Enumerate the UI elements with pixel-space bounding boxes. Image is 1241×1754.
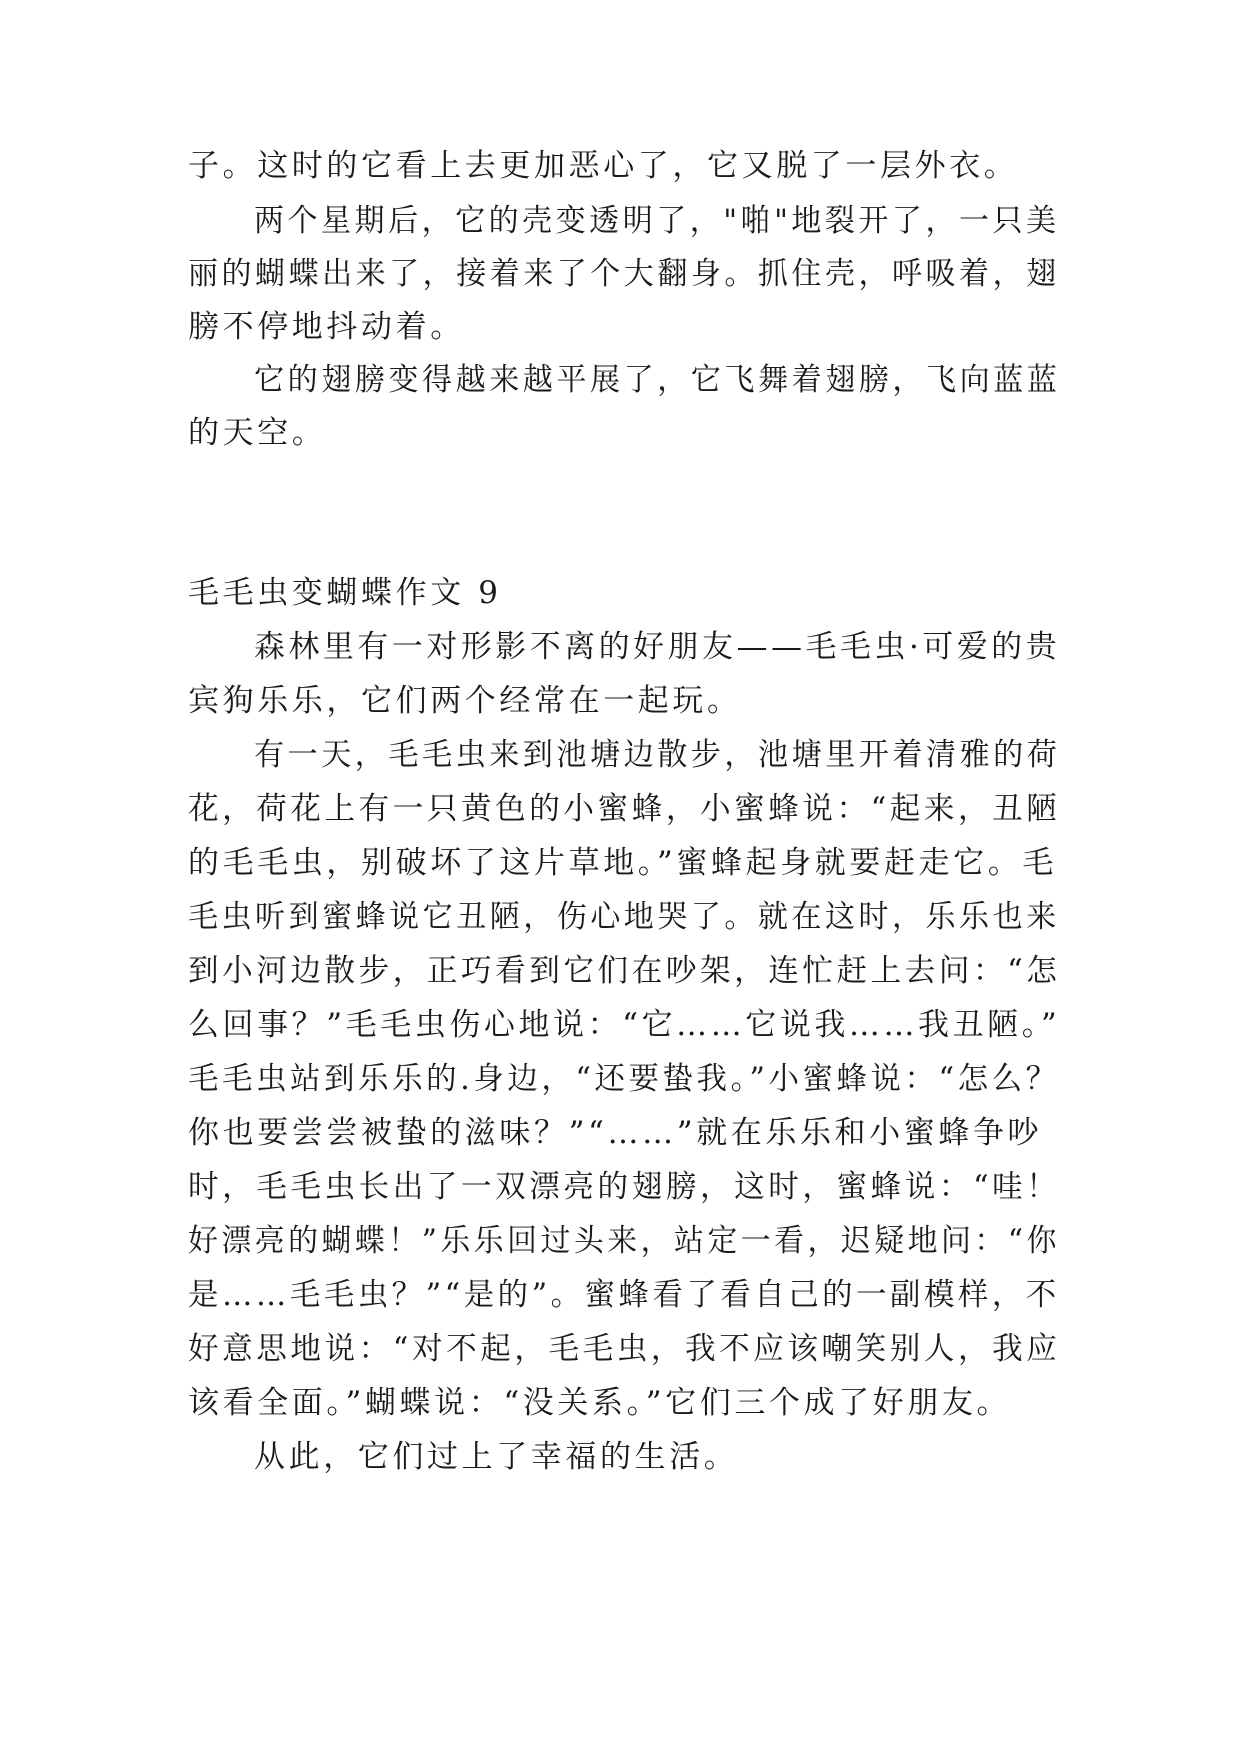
text-line: 子。这时的它看上去更加恶心了，它又脱了一层外衣。 [188,148,1019,184]
text-line: 么回事？”毛毛虫伤心地说：“它……它说我……我丑陋。” [188,1007,1061,1043]
text-line: 是……毛毛虫？”“是的”。蜜蜂看了看自己的一副模样，不 [188,1277,1060,1313]
text-line: 毛虫听到蜜蜂说它丑陋，伤心地哭了。就在这时，乐乐也来 [188,899,1060,935]
text-line: 的天空。 [188,415,327,451]
text-line: 丽的蝴蝶出来了，接着来了个大翻身。抓住壳，呼吸着，翅 [188,256,1060,292]
text-line: 好漂亮的蝴蝶！”乐乐回过头来，站定一看，迟疑地问：“你 [188,1223,1060,1259]
paragraph-start: 有一天，毛毛虫来到池塘边散步，池塘里开着清雅的荷 [254,737,1061,773]
text-line: 时，毛毛虫长出了一双漂亮的翅膀，这时，蜜蜂说：“哇！ [188,1169,1061,1205]
paragraph-start: 从此，它们过上了幸福的生活。 [254,1439,739,1475]
section-title: 毛毛虫变蝴蝶作文 9 [188,575,502,611]
text-line: 到小河边散步，正巧看到它们在吵架，连忙赶上去问：“怎 [188,953,1061,989]
paragraph-start: 森林里有一对形影不离的好朋友——毛毛虫·可爱的贵 [254,629,1061,665]
text-line: 好意思地说：“对不起，毛毛虫，我不应该嘲笑别人，我应 [188,1331,1061,1367]
text-line: 膀不停地抖动着。 [188,309,465,345]
text-line: 的毛毛虫，别破坏了这片草地。”蜜蜂起身就要赶走它。毛 [188,845,1057,881]
text-line: 该看全面。”蝴蝶说：“没关系。”它们三个成了好朋友。 [188,1385,1012,1421]
paragraph-start: 它的翅膀变得越来越平展了，它飞舞着翅膀，飞向蓝蓝 [254,362,1061,398]
text-line: 宾狗乐乐，它们两个经常在一起玩。 [188,683,742,719]
text-line: 你也要尝尝被蛰的滋味？”“……”就在乐乐和小蜜蜂争吵 [188,1115,1043,1151]
text-line: 毛毛虫站到乐乐的.身边，“还要蛰我。”小蜜蜂说：“怎么？ [188,1061,1060,1097]
paragraph-start: 两个星期后，它的壳变透明了，"啪"地裂开了，一只美 [254,203,1060,239]
text-line: 花，荷花上有一只黄色的小蜜蜂，小蜜蜂说：“起来，丑陋 [188,791,1061,827]
